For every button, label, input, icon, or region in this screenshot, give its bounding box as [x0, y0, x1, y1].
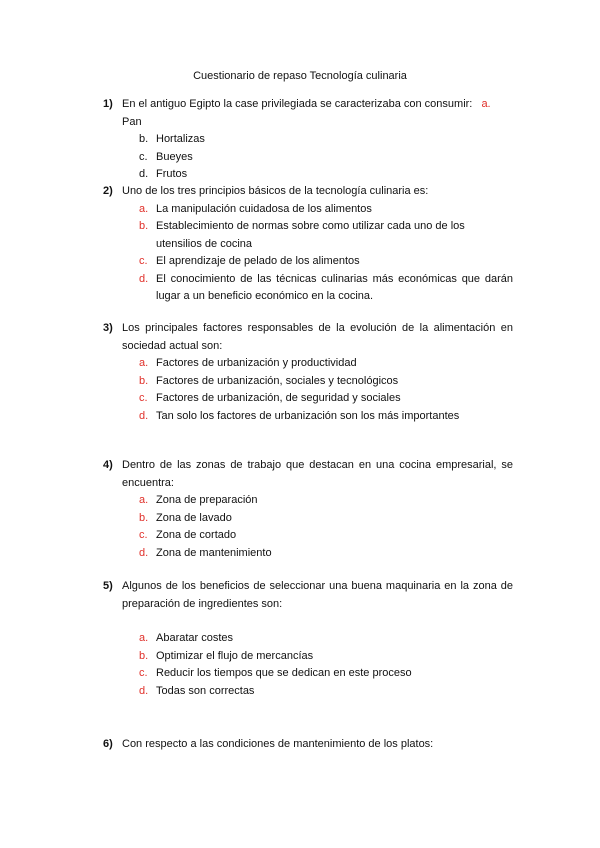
- option-list: [0, 201, 600, 306]
- option-letter: d.: [139, 546, 149, 559]
- option-text: El aprendizaje de pelado de los alimentos: [156, 255, 360, 267]
- question-number: 3): [103, 322, 113, 334]
- option-item: [0, 492, 600, 510]
- option-text: Frutos: [156, 168, 188, 180]
- question-text: Los principales factores responsables de la evolución de la alimentación en sociedad actual son:: [122, 322, 513, 352]
- option-text: Abaratar costes: [156, 632, 234, 644]
- option-text: Reducir los tiempos que se dedican en este proceso: [156, 667, 412, 679]
- option-letter: c.: [139, 150, 148, 163]
- option-letter: a.: [139, 357, 149, 369]
- option-letter: c.: [139, 255, 148, 267]
- option-letter: d.: [139, 409, 149, 422]
- page-title: Cuestionario de repaso Tecnología culinaria: [193, 70, 407, 82]
- option-item: [0, 218, 600, 253]
- option-item: [0, 630, 600, 648]
- option-list: [0, 492, 600, 562]
- option-item: [0, 527, 600, 545]
- option-letter: d.: [139, 272, 149, 285]
- question-text: Con respecto a las condiciones de mantenimiento de los platos:: [122, 738, 434, 750]
- option-letter: b.: [139, 649, 149, 662]
- option-text: Factores de urbanización, de seguridad y sociales: [156, 392, 401, 404]
- option-letter: a.: [139, 632, 149, 644]
- question-5: [0, 578, 600, 700]
- option-item: [0, 408, 600, 426]
- option-text: Zona de cortado: [156, 529, 237, 541]
- question-2: [0, 183, 600, 306]
- option-item: [0, 253, 600, 271]
- question-6: [0, 736, 600, 754]
- option-item: [0, 648, 600, 666]
- option-letter: b.: [139, 511, 149, 524]
- option-text: La manipulación cuidadosa de los alimentos: [156, 202, 372, 215]
- option-text: Bueyes: [156, 150, 193, 163]
- option-item: [0, 201, 600, 219]
- option-item: [0, 683, 600, 701]
- option-letter: b.: [139, 133, 149, 145]
- option-item: [0, 149, 600, 167]
- option-text: Zona de lavado: [156, 511, 232, 524]
- question-text: Algunos de los beneficios de seleccionar una buena maquinaria en la zona de preparación de ingredientes son:: [122, 580, 513, 610]
- option-letter: b.: [139, 220, 149, 232]
- question-number: 1): [103, 98, 113, 110]
- option-letter: a.: [139, 202, 149, 215]
- option-item: [0, 271, 600, 306]
- question-text: En el antiguo Egipto la case privilegiada se caracterizaba con consumir:: [122, 98, 473, 110]
- option-text: El conocimiento de las técnicas culinarias más económicas que darán lugar a un beneficio económico en la cocina.: [156, 272, 513, 302]
- option-item: [0, 665, 600, 683]
- option-text: Pan: [122, 115, 142, 128]
- question-3: [0, 320, 600, 425]
- option-text: Zona de preparación: [156, 494, 258, 506]
- question-number: 6): [103, 738, 113, 750]
- question-4: [0, 457, 600, 562]
- option-letter: a.: [481, 98, 491, 110]
- question-text: Dentro de las zonas de trabajo que destacan en una cocina empresarial, se encuentra:: [122, 459, 513, 489]
- option-list: [0, 355, 600, 425]
- option-letter: c.: [139, 667, 148, 679]
- option-text: Todas son correctas: [156, 684, 255, 697]
- option-letter: d.: [139, 684, 149, 697]
- option-text: Optimizar el flujo de mercancías: [156, 649, 314, 662]
- option-item: [0, 373, 600, 391]
- option-item: [0, 166, 600, 184]
- option-item: [0, 131, 600, 149]
- option-text: Establecimiento de normas sobre como utilizar cada uno de los utensilios de cocina: [156, 220, 465, 250]
- question-number: 2): [103, 185, 113, 197]
- option-list: [0, 131, 600, 184]
- option-text: Hortalizas: [156, 133, 205, 145]
- option-item: [0, 545, 600, 563]
- option-item: [0, 390, 600, 408]
- question-number: 5): [103, 580, 113, 592]
- option-item: [0, 510, 600, 528]
- option-text: Tan solo los factores de urbanización son los más importantes: [156, 409, 460, 422]
- option-letter: c.: [139, 392, 148, 404]
- option-letter: a.: [139, 494, 149, 506]
- question-text: Uno de los tres principios básicos de la tecnología culinaria es:: [122, 185, 429, 197]
- option-letter: b.: [139, 374, 149, 387]
- option-text: Zona de mantenimiento: [156, 546, 272, 559]
- question-number: 4): [103, 459, 113, 471]
- option-letter: c.: [139, 529, 148, 541]
- question-1: [0, 96, 600, 184]
- option-text: Factores de urbanización, sociales y tecnológicos: [156, 374, 399, 387]
- option-text: Factores de urbanización y productividad: [156, 357, 357, 369]
- option-item: [0, 355, 600, 373]
- option-letter: d.: [139, 168, 149, 180]
- option-list: [0, 630, 600, 700]
